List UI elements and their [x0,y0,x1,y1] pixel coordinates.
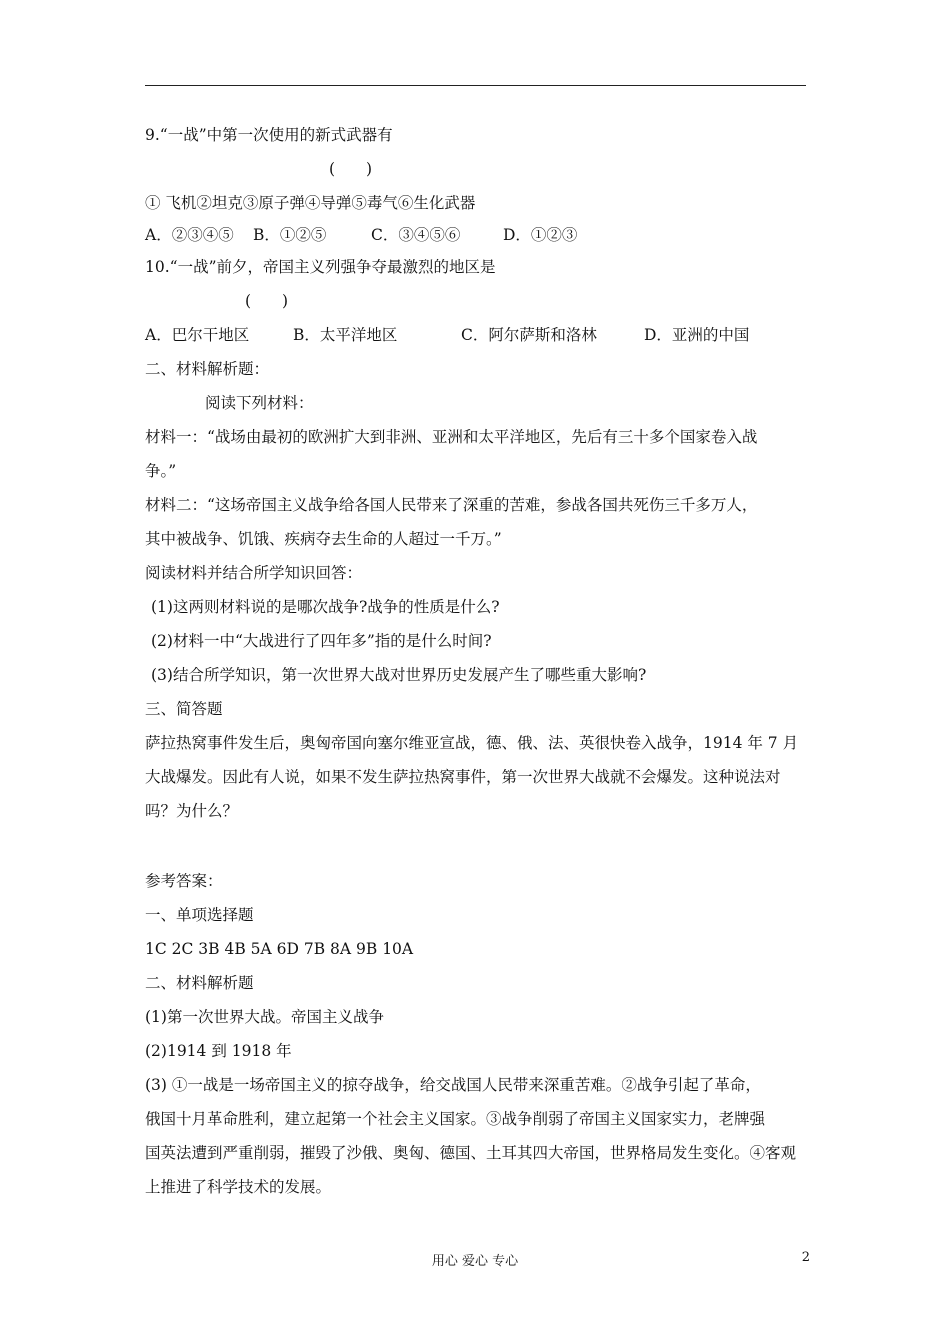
answers-part1-heading: 一、单项选择题 [145,906,254,924]
answer-3-line4: 上推进了科学技术的发展。 [145,1178,332,1196]
material2-line1: 材料二：“这场帝国主义战争给各国人民带来了深重的苦难，参战各国共死伤三千多万人， [145,496,758,514]
section3-text-line3: 吗？为什么？ [145,802,239,820]
section3-text-line1: 萨拉热窝事件发生后，奥匈帝国向塞尔维亚宣战，德、俄、法、英很快卷入战争，1914 年 7 月 [145,734,799,752]
q9-option-b: B．①②⑤ [253,226,327,244]
material2-line2: 其中被战争、饥饿、疾病夺去生命的人超过一千万。” [145,530,502,548]
page-content [145,118,806,1204]
section2-intro: 阅读下列材料： [205,394,314,412]
q9-option-a: A．②③④⑤ [145,226,234,244]
q10-options [145,318,806,352]
section3-heading: 三、简答题 [145,700,223,718]
answer-3-line1: (3) ①一战是一场帝国主义的掠夺战争，给交战国人民带来深重苦难。②战争引起了革命， [145,1076,761,1094]
answers-heading: 参考答案： [145,872,223,890]
q10-option-c: C．阿尔萨斯和洛林 [461,326,597,344]
section3-text-line2: 大战爆发。因此有人说，如果不发生萨拉热窝事件，第一次世界大战就不会爆发。这种说法对 [145,768,781,786]
section2-question-1: (1)这两则材料说的是哪次战争?战争的性质是什么? [151,598,500,616]
q10-option-d: D．亚洲的中国 [644,326,750,344]
q10-option-b: B．太平洋地区 [293,326,398,344]
q10-answer-paren: ( ) [245,292,289,310]
q9-items: ① 飞机②坦克③原子弹④导弹⑤毒气⑥生化武器 [145,194,476,212]
answer-3-line2: 俄国十月革命胜利，建立起第一个社会主义国家。③战争削弱了帝国主义国家实力，老牌强 [145,1110,766,1128]
q9-option-c: C．③④⑤⑥ [371,226,461,244]
answer-3-line3: 国英法遭到严重削弱，摧毁了沙俄、奥匈、德国、土耳其四大帝国，世界格局发生变化。④客观 [145,1144,797,1162]
spacer [145,828,806,864]
section2-question-3: (3)结合所学知识，第一次世界大战对世界历史发展产生了哪些重大影响? [151,666,647,684]
section2-prompt: 阅读材料并结合所学知识回答： [145,564,363,582]
answer-2: (2)1914 到 1918 年 [145,1042,292,1060]
answers-part2-heading: 二、材料解析题 [145,974,254,992]
q9-stem: 9.“一战”中第一次使用的新式武器有 [145,126,393,144]
answer-1: (1)第一次世界大战。帝国主义战争 [145,1008,384,1026]
q10-stem: 10.“一战”前夕，帝国主义列强争夺最激烈的地区是 [145,258,496,276]
answers-part1-key: 1C 2C 3B 4B 5A 6D 7B 8A 9B 10A [145,940,414,958]
section2-question-2: (2)材料一中“大战进行了四年多”指的是什么时间? [151,632,492,650]
q10-option-a: A．巴尔干地区 [145,326,250,344]
page-number: 2 [801,1250,810,1265]
header-rule [145,85,806,86]
q9-option-d: D．①②③ [503,226,578,244]
q9-options [145,220,806,250]
section2-heading: 二、材料解析题： [145,360,270,378]
footer-motto: 用心 爱心 专心 [431,1254,519,1269]
material1-line2: 争。” [145,462,177,480]
q9-answer-paren: ( ) [329,160,373,178]
material1-line1: 材料一：“战场由最初的欧洲扩大到非洲、亚洲和太平洋地区，先后有三十多个国家卷入战 [145,428,758,446]
